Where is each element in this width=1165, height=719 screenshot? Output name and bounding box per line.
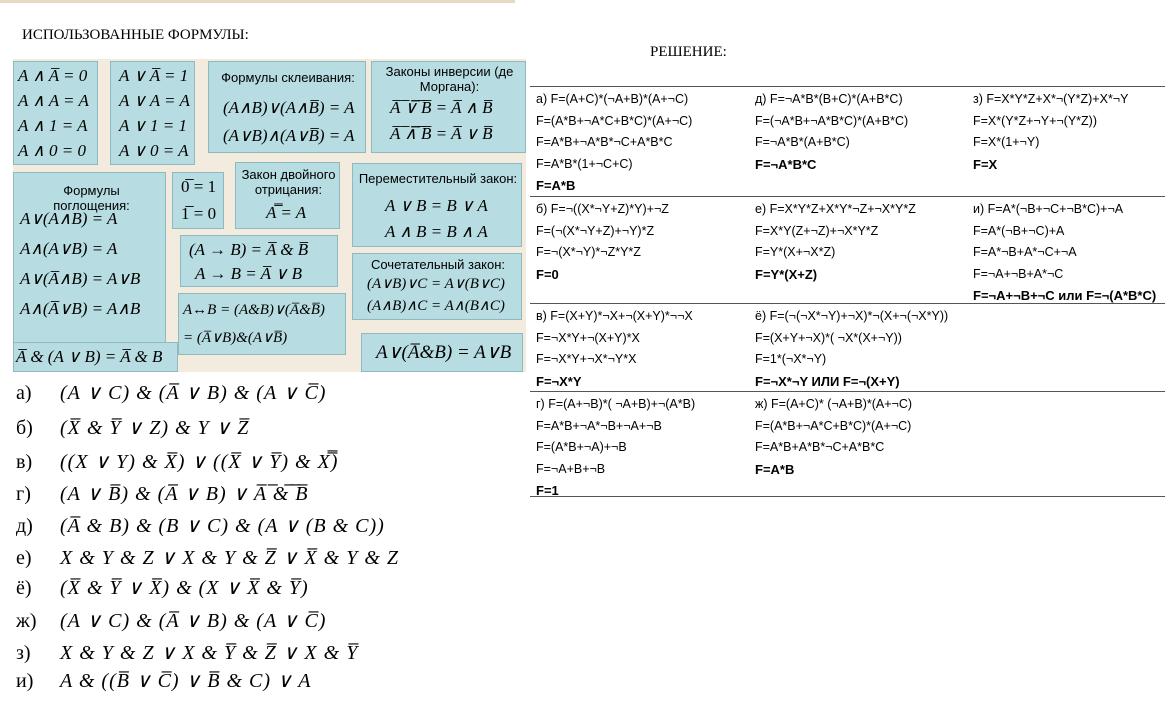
exercise-label: ё) [16, 577, 32, 599]
solution-step: б) F=¬((X*¬Y+Z)*Y)+¬Z [536, 202, 669, 216]
exercise-item [16, 575, 309, 600]
solution-cell [755, 89, 908, 175]
solution-cell [536, 394, 695, 502]
double-negation-title: Закон двойного отрицания: [241, 167, 336, 197]
exercise-label: е) [16, 547, 32, 569]
implication-rule-1: (A → B) = A̅ & B̅ [189, 240, 309, 259]
solution-step: F=¬X*Y+¬(X+Y)*X [536, 330, 640, 345]
solution-step: F=(A*B+¬A)+¬B [536, 440, 627, 454]
exercise-item [16, 545, 399, 570]
solution-step: F=1*(¬X*¬Y) [755, 352, 827, 366]
solution-step: F=A*¬B+A*¬C+¬A [973, 245, 1077, 259]
solution-result: F=A*B [536, 178, 576, 193]
solution-step: F=X*(1+¬Y) [973, 135, 1040, 149]
or-rule-4: A ∨ 0 = A [119, 141, 189, 160]
solution-step: в) F=(X+Y)*¬X+¬(X+Y)*¬¬X [536, 309, 693, 323]
solution-step: F=¬A+B+¬B [536, 461, 606, 476]
exercise-expression: (A ∨ C) & (A̅ ∨ B) & (A ∨ C̅) [60, 382, 327, 404]
solution-result: F=A*B [755, 461, 795, 477]
demorgan-rule-2: A̅ ̅∧̅ ̅B̅ = A̅ ∨ B̅ [390, 124, 493, 143]
exercise-label: а) [16, 382, 32, 404]
exercise-expression: (A ∨ B̅) & (A̅ ∨ B) ∨ A̅ ̅&̅ ̅B̅ [60, 483, 309, 505]
solution-step: F=(A*B+¬A*C+B*C)*(A+¬C) [755, 418, 912, 433]
associative-rule-1: (A∨B)∨C = A∨(B∨C) [367, 276, 505, 292]
commutative-rule-1: A ∨ B = B ∨ A [385, 196, 488, 215]
solution-step: и) F=A*(¬B+¬C+¬B*C)+¬A [973, 202, 1124, 216]
absorption-rule-3: A∨(A̅∧B) = A∨B [20, 269, 141, 288]
exercise-expression: (X̅ & Y̅ ∨ Z) & Y ∨ Z̅ [60, 417, 250, 439]
solution-step: F=A*(¬B+¬C)+A [973, 223, 1065, 238]
commutative-title: Переместительный закон: [358, 171, 518, 186]
implication-card [180, 235, 338, 287]
solution-cell [973, 199, 1156, 307]
or-rule-1: A ∨ A̅ = 1 [119, 66, 189, 85]
double-negation-rule: A̿ = A [266, 203, 307, 222]
equivalence-card [178, 293, 346, 355]
solution-step: F=¬A+¬B+A*¬C [973, 266, 1064, 281]
associative-rule-2: (A∧B)∧C = A∧(B∧C) [367, 298, 505, 314]
exercise-expression: ((X ∨ Y) & X̅) ∨ ((X̅ ∨ Y̅) & X̿) [60, 451, 339, 473]
demorgan-rule-1: A̅ ̅∨̅ ̅B̅ = A̅ ∧ B̅ [390, 98, 493, 117]
absorption-title: Формулы поглощения: [53, 183, 130, 213]
gluing-rule-1: (A∧B)∨(A∧B̅) = A [223, 98, 355, 117]
exercise-label: ж) [16, 610, 37, 632]
demorgan-card [371, 61, 526, 153]
extra-left-rule: A̅ & (A ∨ B) = A̅ & B [16, 347, 163, 366]
implication-rule-2: A → B = A̅ ∨ B [195, 264, 303, 283]
gluing-rule-2: (A∨B)∧(A∨B̅) = A [223, 126, 355, 145]
exercise-expression: A & ((B̅ ∨ C̅) ∨ B̅ & C) ∨ A [60, 670, 312, 692]
commutative-rule-2: A ∧ B = B ∧ A [385, 222, 488, 241]
solution-step: д) F=¬A*B*(B+C)*(A+B*C) [755, 92, 903, 106]
solution-result: F=X [973, 156, 998, 172]
solution-cell [536, 89, 692, 197]
and-rule-2: A ∧ A = A [18, 91, 89, 110]
solution-result: F=¬A+¬B+¬C или F=¬(A*B*C) [973, 288, 1157, 303]
exercise-expression: (A ∨ C) & (A̅ ∨ B) & (A ∨ C̅) [60, 610, 327, 632]
solution-step: F=(X+Y+¬X)*( ¬X*(X+¬Y)) [755, 330, 902, 345]
exercise-item [16, 481, 309, 506]
exercise-item [16, 415, 249, 440]
solution-cell [755, 199, 916, 285]
exercise-expression: (A̅ & B) & (B ∨ C) & (A ∨ (B & C)) [60, 515, 385, 537]
commutative-card [352, 163, 522, 247]
solution-cell [536, 199, 669, 285]
solution-step: F=¬A*B*(A+B*C) [755, 135, 850, 149]
extra-right-card [361, 333, 523, 372]
solution-step: F=A*B+¬A*¬B+¬A+¬B [536, 418, 662, 433]
solution-cell [755, 394, 912, 480]
solution-cell [755, 306, 948, 392]
exercise-expression: X & Y & Z ∨ X & Y & Z̅ ∨ X̅ & Y & Z [60, 547, 400, 569]
solution-step: F=(A*B+¬A*C+B*C)*(A+¬C) [536, 113, 693, 128]
exercise-label: в) [16, 451, 33, 473]
solution-step: е) F=X*Y*Z+X*Y*¬Z+¬X*Y*Z [755, 202, 916, 216]
extra-right-rule: A∨(A̅&B) = A∨B [376, 342, 512, 363]
absorption-rule-4: A∧(A̅∨B) = A∧B [20, 299, 141, 318]
double-negation-card [235, 162, 340, 229]
exercise-expression: X & Y & Z ∨ X & Y̅ & Z̅ ∨ X & Y̅ [60, 642, 359, 664]
exercise-item [16, 608, 326, 633]
exercise-label: и) [16, 670, 34, 692]
and-rules-card [13, 61, 98, 165]
solution-cell [973, 89, 1128, 175]
exercise-item [16, 668, 312, 693]
const-rule-2: 1̅ = 0 [181, 204, 217, 223]
exercise-item [16, 380, 326, 405]
absorption-rule-1: A∨(A∧B) = A [20, 209, 118, 228]
solution-result: F=1 [536, 483, 559, 498]
solution-step: а) F=(A+C)*(¬A+B)*(A+¬C) [536, 92, 689, 106]
gluing-card [208, 61, 366, 153]
absorption-card [13, 172, 166, 344]
and-rule-4: A ∧ 0 = 0 [18, 141, 86, 160]
solution-result: F=¬A*B*C [755, 156, 817, 172]
or-rule-2: A ∨ A = A [119, 91, 190, 110]
or-rules-card [110, 61, 195, 165]
solution-step: F=¬X*Y+¬X*¬Y*X [536, 352, 637, 366]
solution-step: з) F=X*Y*Z+X*¬(Y*Z)+X*¬Y [973, 92, 1129, 106]
solution-step: F=A*B+¬A*B*¬C+A*B*C [536, 135, 673, 149]
gluing-title: Формулы склеивания: [221, 70, 355, 85]
associative-card [352, 253, 522, 320]
extra-left-card [13, 342, 178, 372]
solution-result: F=Y*(X+Z) [755, 266, 818, 282]
solution-result: F=¬X*¬Y ИЛИ F=¬(X+Y) [755, 373, 900, 389]
exercise-label: г) [16, 483, 31, 505]
exercise-expression: (X̅ & Y̅ ∨ X̅) & (X ∨ X̅ & Y̅) [60, 577, 309, 599]
equivalence-rule-1: A↔B = (A&B)∨(A̅&B̅) [183, 302, 325, 318]
equivalence-rule-2: = (A̅∨B)&(A∨B̅) [183, 330, 288, 346]
and-rule-1: A ∧ A̅ = 0 [18, 66, 88, 85]
const-rule-1: 0̅ = 1 [181, 177, 217, 196]
solution-step: F=(¬A*B+¬A*B*C)*(A+B*C) [755, 113, 909, 128]
or-rule-3: A ∨ 1 = 1 [119, 116, 187, 135]
grid-divider [530, 86, 1165, 87]
solution-step: F=X*Y(Z+¬Z)+¬X*Y*Z [755, 223, 879, 238]
solution-heading: РЕШЕНИЕ: [650, 44, 727, 60]
solution-step: F=¬(X*¬Y)*¬Z*Y*Z [536, 245, 641, 259]
exercise-label: з) [16, 642, 31, 664]
absorption-rule-2: A∧(A∨B) = A [20, 239, 118, 258]
exercise-item [16, 640, 358, 665]
solution-step: F=A*B*(1+¬C+C) [536, 156, 633, 171]
formulas-heading: ИСПОЛЬЗОВАННЫЕ ФОРМУЛЫ: [22, 27, 249, 43]
exercise-label: д) [16, 515, 33, 537]
exercise-item [16, 449, 338, 474]
solution-step: г) F=(A+¬B)*( ¬A+B)+¬(A*B) [536, 397, 696, 411]
solution-step: ё) F=(¬(¬X*¬Y)+¬X)*¬(X+¬(¬X*Y)) [755, 309, 949, 323]
solution-cell [536, 306, 693, 392]
top-decoration [0, 0, 515, 3]
constants-card [172, 172, 224, 229]
associative-title: Сочетательный закон: [370, 257, 506, 272]
solution-step: F=(¬(X*¬Y+Z)+¬Y)*Z [536, 223, 655, 238]
demorgan-title: Законы инверсии (де Моргана): [385, 64, 514, 94]
exercise-label: б) [16, 417, 33, 439]
solution-step: F=X*(Y*Z+¬Y+¬(Y*Z)) [973, 113, 1097, 128]
solution-result: F=¬X*Y [536, 373, 582, 389]
exercise-item [16, 513, 385, 538]
solution-step: F=Y*(X+¬X*Z) [755, 245, 836, 259]
and-rule-3: A ∧ 1 = A [18, 116, 88, 135]
solution-step: ж) F=(A+C)* (¬A+B)*(A+¬C) [755, 397, 913, 411]
solution-result: F=0 [536, 266, 559, 282]
solution-step: F=A*B+A*B*¬C+A*B*C [755, 440, 885, 454]
